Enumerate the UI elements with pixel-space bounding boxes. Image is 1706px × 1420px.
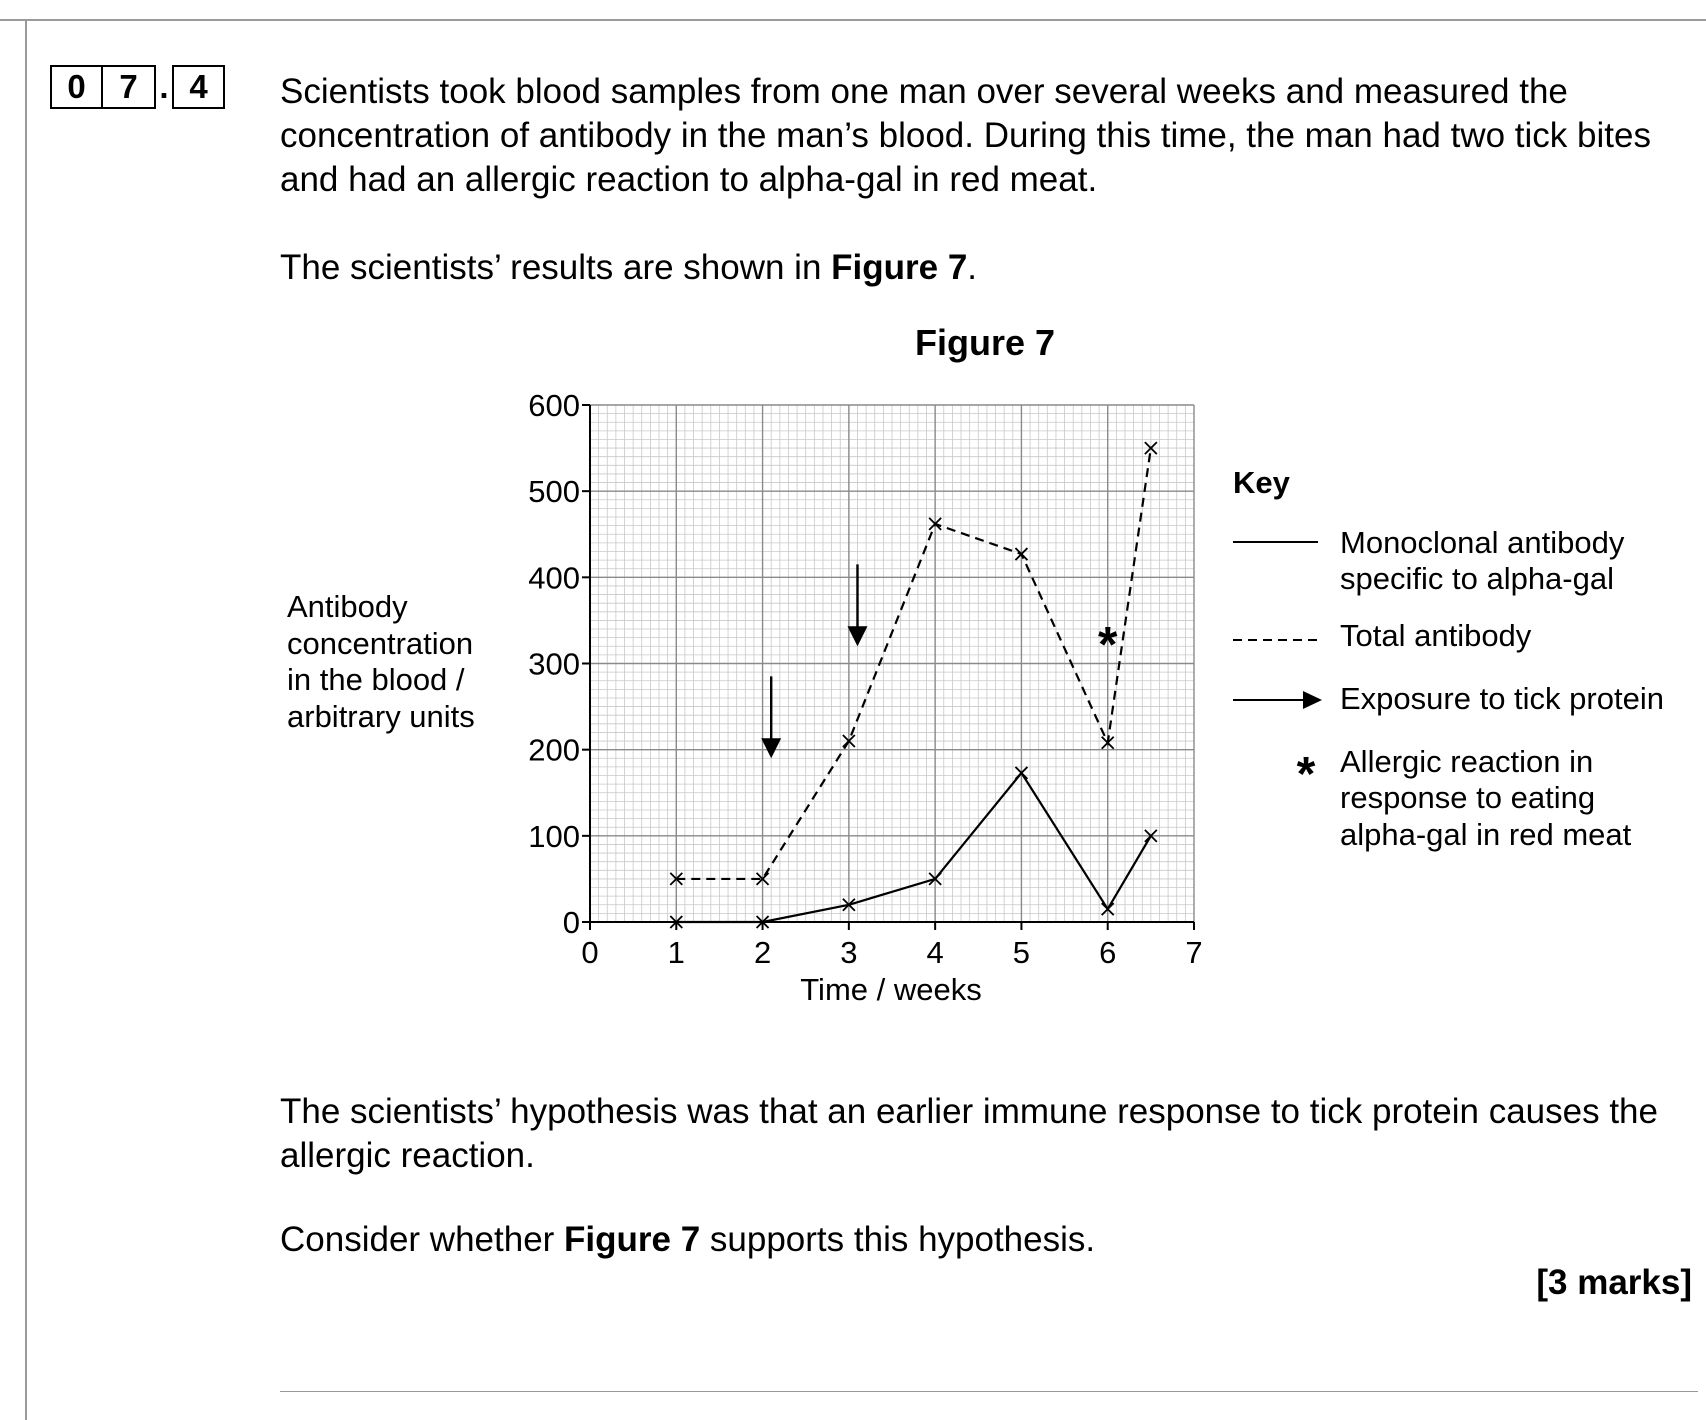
intro-paragraph: Scientists took blood samples from one man over several weeks and measured the concentration of antibody in the man’s blood. During this time, the man had two tick bites and had an allergic reaction to alpha-gal in red meat. [280,72,1651,199]
x-tick-label: 1 [667,935,685,970]
y-tick-label: 400 [528,560,580,596]
y-tick-label: 0 [562,905,580,940]
figure-title: Figure 7 [914,322,1056,363]
x-tick-label: 3 [840,935,858,970]
x-tick-label: 2 [753,935,772,970]
results-text: The scientists’ results are shown in [280,248,832,287]
legend-star-icon: * [1296,748,1316,801]
x-tick-label: 6 [1099,935,1117,970]
legend-title: Key [1233,465,1290,500]
allergic-reaction-star: * [1097,616,1118,673]
legend-label: Allergic reaction in [1340,744,1594,779]
x-tick-label: 5 [1012,935,1031,970]
results-text-end: . [967,248,978,287]
y-tick-label: 300 [528,646,580,682]
x-tick-label: 7 [1185,935,1203,970]
legend-label: response to eating [1340,780,1596,815]
arrow-head [761,738,781,758]
figure-reference: Figure 7 [831,248,968,287]
legend [1233,465,1664,852]
question-digit: 4 [172,65,225,109]
y-tick-label: 200 [528,732,580,768]
legend-label: Monoclonal antibody [1340,525,1625,560]
axis-ticks [528,388,1202,970]
question-separator: . [159,68,169,105]
y-axis-title-line: Antibody [287,589,408,624]
series-layer [670,442,1157,928]
y-axis-title-line: concentration [287,626,474,661]
question-digit: 7 [103,65,156,109]
consider-paragraph [280,1218,1095,1262]
x-axis-title: Time / weeks [800,972,982,1007]
arrow-head [847,626,867,646]
y-tick-label: 600 [528,388,580,423]
y-axis-title-line: arbitrary units [287,699,475,734]
tick-exposure-arrow [761,676,781,758]
legend-label: Total antibody [1340,618,1532,653]
monoclonal-antibody-line [676,773,1151,922]
hypothesis-paragraph: The scientists’ hypothesis was that an earlier immune response to tick protein causes the allergic reaction. [280,1092,1658,1175]
x-tick-label: 4 [926,935,944,970]
figure-reference: Figure 7 [564,1220,701,1259]
y-tick-label: 100 [528,818,580,854]
legend-label: alpha-gal in red meat [1340,817,1632,852]
y-tick-label: 500 [528,474,580,510]
legend-label: Exposure to tick protein [1340,681,1664,716]
legend-label: specific to alpha-gal [1340,561,1614,596]
consider-text: Consider whether [280,1220,565,1259]
consider-text-end: supports this hypothesis. [700,1220,1096,1259]
x-tick-label: 0 [581,935,599,970]
y-axis-title-line: in the blood / [287,662,465,697]
legend-arrow-head [1303,691,1322,709]
answer-line [280,1391,1698,1392]
marks-label: [3 marks] [1536,1263,1692,1302]
question-digit: 0 [50,65,103,109]
